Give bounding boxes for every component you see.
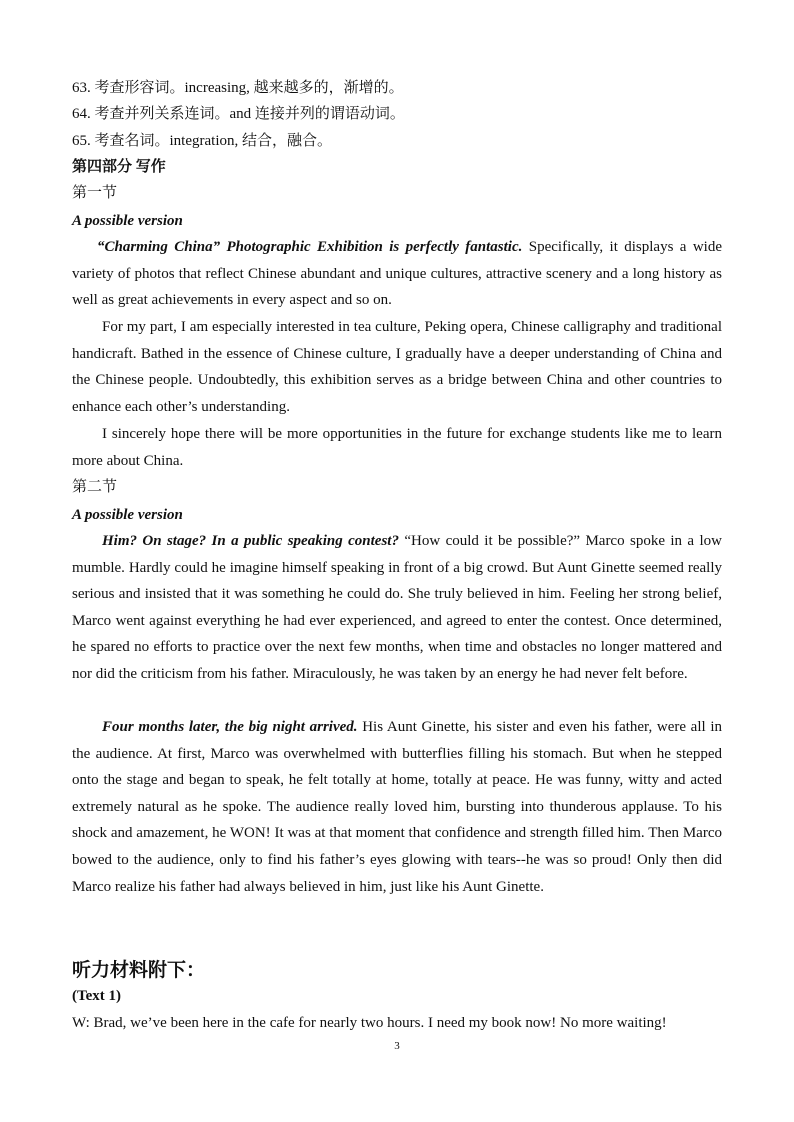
part4-title: 第四部分 写作: [72, 159, 166, 175]
section1-label: 第一节: [72, 185, 118, 201]
section2-version-label: A possible version: [72, 507, 183, 523]
section2-lead-sentence: Him? On stage? In a public speaking contest?: [102, 533, 399, 549]
answer-63: 63. 考查形容词。increasing, 越来越多的，渐增的。: [72, 80, 404, 96]
section2-label: 第二节: [72, 479, 118, 495]
section1-paragraph-1: [72, 234, 722, 314]
text1-dialogue-line: W: Brad, we’ve been here in the cafe for nearly two hours. I need my book now! No more waiting!: [72, 1015, 667, 1031]
text1-label: (Text 1): [72, 988, 122, 1004]
section1-paragraph-1-text: Specifically, it displays a wide variety of photos that reflect Chinese abundant and unique cultures, attractive scenery and a long history as well as great achievements in every aspect and so on.: [72, 239, 722, 309]
section1-lead-sentence: “Charming China” Photographic Exhibition is perfectly fantastic.: [97, 239, 523, 255]
section1-paragraph-2: For my part, I am especially interested in tea culture, Peking opera, Chinese calligraphy and traditional handicraft. Bathed in the essence of Chinese culture, I gradually have a deeper understanding of China and the Chinese people. Undoubtedly, this exhibition serves as a bridge between China and other countries to enhance each other’s understanding.: [72, 319, 722, 415]
section2-paragraph-2-lead: Four months later, the big night arrived.: [102, 719, 358, 735]
section2-paragraph-2: [72, 714, 722, 900]
answer-64: 64. 考查并列关系连词。and 连接并列的谓语动词。: [72, 106, 405, 122]
section2-paragraph-1-text: “How could it be possible?” Marco spoke in a low mumble. Hardly could he imagine himself speaking in front of a big crowd. But Aunt Ginette seemed really serious and insisted that it was something he could do. She truly believed in him. Feeling her strong belief, Marco went against everything he had ever experienced, and agreed to enter the contest. Once determined, he spared no efforts to practice over the next few months, when time and obstacles no longer mattered and nor did the criticism from his father. Miraculously, he was taken by an energy he had never felt before.: [72, 533, 722, 682]
section1-version-label: A possible version: [72, 213, 183, 229]
section2-paragraph-2-text: His Aunt Ginette, his sister and even his father, were all in the audience. At first, Marco was overwhelmed with butterflies filling his stomach. But when he stepped onto the stage and began to speak, he felt totally at home, totally at peace. He was funny, witty and acted extremely natural as he spoke. The audience really loved him, bursting into thunderous applause. To his shock and amazement, he WON! It was at that moment that confidence and strength filled him. Then Marco bowed to the audience, only to find his father’s eyes glowing with tears--he was so proud! Only then did Marco realize his father had always believed in him, just like his Aunt Ginette.: [72, 719, 722, 895]
section1-paragraph-3: I sincerely hope there will be more opportunities in the future for exchange students like me to learn more about China.: [72, 426, 722, 469]
listening-title: 听力材料附下：: [72, 959, 206, 981]
answer-65: 65. 考查名词。integration, 结合，融合。: [72, 133, 332, 149]
page-number: 3: [394, 1040, 400, 1052]
section2-paragraph-1: [72, 528, 722, 688]
